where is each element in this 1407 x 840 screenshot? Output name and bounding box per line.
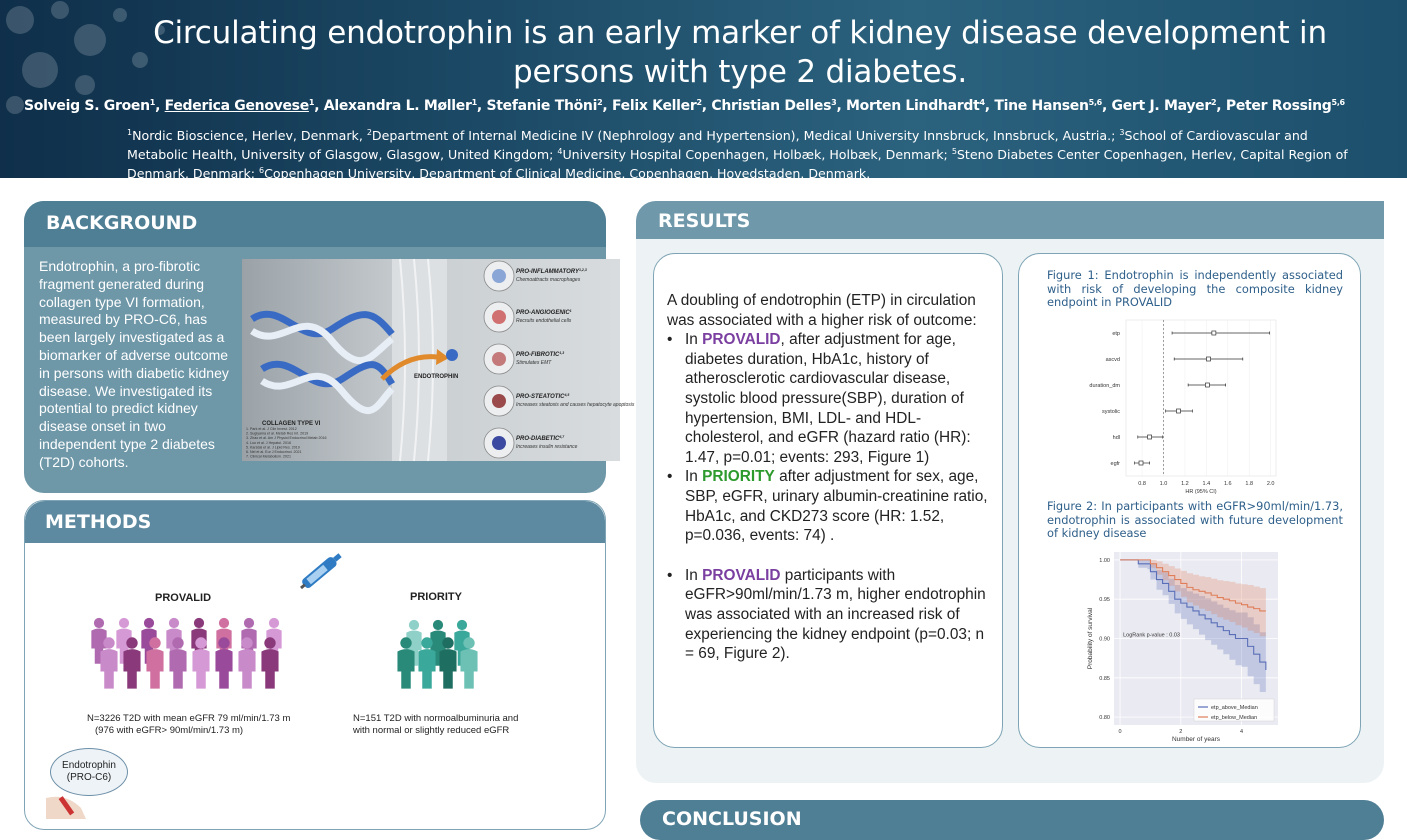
author-name-text: Gert J. Mayer — [1111, 98, 1211, 114]
forest-point — [1205, 383, 1209, 387]
forest-point — [1207, 357, 1211, 361]
figure-1-forest-plot — [1076, 316, 1286, 496]
effect-cell-icon — [492, 310, 506, 324]
figure-2-caption: Figure 2: In participants with eGFR>90ml/min/1.73, endotrophin is associated with future development of kidney disease — [1047, 499, 1343, 540]
author-sup: 2 — [597, 98, 603, 107]
reference-item: 7. Clinical Metabolism. 2021 — [246, 454, 291, 459]
forest-point — [1148, 435, 1152, 439]
bullet-cohort: PROVALID — [702, 566, 781, 584]
effect-desc: Increases insulin resistance — [516, 444, 578, 450]
author-sup: 1 — [149, 98, 156, 107]
forest-category-label: duration_dm — [1089, 383, 1120, 389]
x-tick-label: 0 — [1118, 729, 1122, 735]
endotrophin-molecule-icon — [446, 349, 458, 361]
effect-cell-icon — [492, 394, 506, 408]
x-tick-label: 1.8 — [1245, 481, 1254, 487]
bullet-cohort: PROVALID — [702, 331, 781, 349]
title-line-2: persons with type 2 diabetes. — [512, 54, 968, 90]
legend-label: etp_below_Median — [1211, 715, 1258, 721]
endotrophin-label: ENDOTROPHIN — [414, 374, 459, 380]
affiliation-sup: 2 — [366, 128, 372, 137]
blood-sample-icon — [46, 788, 96, 819]
result-bullet — [667, 467, 997, 545]
author-sup: 2 — [696, 98, 702, 107]
y-tick-label: 0.80 — [1099, 715, 1110, 722]
bullet-text: after adjustment for sex, age, SBP, eGFR, urinary albumin-creatinine ratio, HbA1c, and CKD273 score (HR: 1.52, p=0.036, events: 74) . — [685, 468, 988, 545]
figure-1-caption: Figure 1: Endotrophin is independently associated with risk of developing the composite kidney endpoint in PROVALID — [1047, 268, 1343, 309]
forest-point — [1139, 461, 1143, 465]
author-name-text: Stefanie Thöni — [486, 98, 598, 114]
endotrophin-bubble-line-2: (PRO-C6) — [66, 772, 112, 783]
provalid-note-line-2: (976 with eGFR> 90ml/min/1.73 m) — [95, 725, 244, 736]
priority-note-line-1: N=151 T2D with normoalbuminuria and — [353, 713, 519, 724]
x-tick-label: 1.4 — [1202, 481, 1211, 487]
x-tick-label: 1.0 — [1159, 481, 1168, 487]
effect-sup: 1,3 — [559, 351, 565, 355]
affiliation-sup: 4 — [557, 147, 563, 156]
poster-header — [0, 0, 1407, 181]
author-name-text: Alexandra L. Møller — [323, 98, 472, 114]
author-list: Solveig S. Groen$^1$, Federica Genovese$^1$, Alexandra L. Møller$^1$, Stefanie Thöni$^2$, Felix Keller$^2$, Christian Delles$^3$, Morten Lindhardt$^4$, Tine Hansen$^{5,6}$, Gert J. Mayer$^2$, Peter Rossing$^{5,6}$ — [24, 98, 1345, 114]
results-intro: A doubling of endotrophin (ETP) in circulation was associated with a higher risk of outcome: — [667, 292, 977, 329]
bullet-cohort: PRIORITY — [702, 468, 775, 486]
author-sup: 5,6 — [1088, 98, 1102, 107]
author-name-text: Federica Genovese — [164, 98, 309, 114]
author-name-text: Tine Hansen — [994, 98, 1089, 114]
bullet-lead: In — [685, 468, 703, 486]
author-sup: 1 — [471, 98, 477, 107]
chart-legend — [1194, 699, 1274, 721]
forest-category-label: systolic — [1101, 409, 1120, 415]
author-name-text: Peter Rossing — [1225, 98, 1332, 114]
effect-desc: Chemoattracts macrophages — [516, 277, 581, 283]
bullet-lead: In — [685, 566, 703, 584]
priority-note — [353, 713, 563, 737]
author-sup: 1 — [308, 98, 315, 107]
y-tick-label: 0.95 — [1099, 597, 1110, 604]
x-tick-label: 2.0 — [1266, 481, 1275, 487]
bullet-text: participants with eGFR>90ml/min/1.73 m, higher endotrophin was associated with an increased risk of experiencing the kidney endpoint (p=0.03; n = 69, Figure 2). — [685, 566, 986, 663]
author-name — [324, 98, 477, 114]
y-tick-label: 1.00 — [1099, 557, 1110, 564]
forest-category-label: egfr — [1110, 461, 1120, 467]
x-tick-label: 1.2 — [1181, 481, 1189, 487]
affiliation-sup: 6 — [259, 166, 265, 175]
methods-title: METHODS — [45, 511, 152, 533]
conclusion-panel — [640, 800, 1384, 840]
result-bullet — [667, 330, 997, 467]
author-name — [24, 98, 155, 114]
x-axis-label: Number of years — [1171, 736, 1221, 743]
effect-sup: 1,2,3 — [579, 268, 587, 272]
x-axis-label: HR (95% CI) — [1185, 489, 1217, 495]
results-text — [667, 291, 997, 664]
author-name — [994, 98, 1102, 114]
affiliation-sup: 5 — [951, 147, 957, 156]
author-name — [1112, 98, 1217, 114]
conclusion-title: CONCLUSION — [662, 808, 802, 830]
forest-category-label: ascvd — [1105, 357, 1120, 363]
effect-cell-icon — [492, 352, 506, 366]
title-line-1: Circulating endotrophin is an early marker of kidney disease development in — [153, 15, 1327, 51]
effect-title: PRO-INFLAMMATORY$^{1,2,3}$ — [516, 268, 587, 275]
reference-item: 2. Sugiyama et al. Metab Res Int. 2019 — [246, 431, 309, 436]
affiliation-text: Nordic Bioscience, Herlev, Denmark, — [132, 128, 367, 143]
forest-point — [1212, 331, 1216, 335]
y-tick-label: 0.90 — [1099, 636, 1110, 643]
reference-item: 4. Luo et al. J Hepatol. 2016 — [246, 440, 291, 445]
reference-item: 5. Karsdal et al. J Lipid Res. 2019 — [246, 445, 300, 450]
results-bullets — [667, 330, 997, 664]
legend-label: etp_above_Median — [1211, 705, 1258, 711]
author-name-text: Felix Keller — [611, 98, 697, 114]
author-sup: 2 — [1210, 98, 1217, 107]
affiliation-text: Copenhagen University, Department of Clinical Medicine, Copenhagen, Hovedstaden, Denmark. — [264, 166, 871, 181]
plot-area — [1126, 320, 1276, 476]
background-title: BACKGROUND — [46, 212, 198, 234]
injection-pen-icon — [295, 545, 350, 597]
affiliation-sup: 3 — [1119, 128, 1125, 137]
effect-sup: 6,7 — [559, 435, 565, 439]
poster-title — [80, 14, 1400, 92]
reference-item: 1. Park et al. J Clin Invest. 2012 — [246, 427, 297, 431]
effect-desc: Increases steatosis and causes hepatocyte apoptosis — [516, 402, 635, 408]
affiliation-text: School of Cardiovascular and Metabolic Health, University of Glasgow, Glasgow, United Kingdom; — [127, 128, 1308, 162]
affiliation-text: Department of Internal Medicine IV (Nephrology and Hypertension), Medical University Innsbruck, Innsbruck, Austria.; — [371, 128, 1120, 143]
result-bullet — [667, 566, 997, 664]
bullet-lead: In — [685, 331, 703, 349]
forest-category-label: etp — [1112, 331, 1120, 337]
figure-2-km-plot — [1082, 550, 1284, 745]
effect-title: PRO-ANGIOGENIC$^1$ — [516, 309, 572, 316]
priority-note-line-2: with normal or slightly reduced eGFR — [353, 725, 510, 736]
author-name-text: Morten Lindhardt — [846, 98, 980, 114]
author-sup: 4 — [979, 98, 985, 107]
x-tick-label: 1.6 — [1223, 481, 1232, 487]
logrank-annotation: LogRank p-value : 0.03 — [1123, 632, 1180, 639]
effect-sup: 4,5 — [564, 393, 570, 397]
provalid-label: PROVALID — [155, 592, 212, 604]
affiliation-text: Steno Diabetes Center Copenhagen, Herlev, Capital Region of Denmark, Denmark; — [127, 147, 1348, 181]
author-name-text: Solveig S. Groen — [24, 98, 150, 114]
x-tick-label: 4 — [1240, 729, 1244, 735]
effect-desc: Recruits endothelial cells — [516, 318, 572, 324]
priority-label: PRIORITY — [410, 591, 462, 603]
effect-sup: 1 — [569, 309, 572, 313]
x-tick-label: 2 — [1179, 729, 1183, 735]
collagen-label: COLLAGEN TYPE VI — [262, 421, 321, 427]
provalid-cohort-icon — [85, 615, 290, 705]
endotrophin-illustration — [242, 259, 635, 461]
author-sup: 5,6 — [1331, 98, 1345, 107]
author-name — [846, 98, 985, 114]
endotrophin-bubble-line-1: Endotrophin — [62, 760, 116, 771]
affiliation-text: University Hospital Copenhagen, Holbæk, Holbæk, Denmark; — [562, 147, 952, 162]
author-name — [612, 98, 702, 114]
effect-title: PRO-DIABETIC$^{6,7}$ — [516, 435, 565, 442]
affiliation-sup: 1 — [127, 128, 133, 137]
affiliations — [127, 125, 1357, 182]
endotrophin-figure — [242, 259, 635, 461]
y-tick-label: 0.85 — [1099, 675, 1110, 682]
author-name — [711, 98, 836, 114]
background-text: Endotrophin, a pro-fibrotic fragment generated during collagen type VI formation, measured by PRO-C6, has been largely investigated as a biomarker of adverse outcome in persons with diabetic kidney disease. We investigated its potential to predict kidney disease onset in two independent type 2 diabetes (T2D) cohorts. — [39, 258, 229, 470]
author-name — [1226, 98, 1345, 114]
effect-title: PRO-STEATOTIC$^{4,5}$ — [516, 393, 570, 400]
reference-item: 6. Nel et al. Eur J Endocrinol. 2021 — [246, 450, 302, 454]
forest-point — [1177, 409, 1181, 413]
provalid-note-line-1: N=3226 T2D with mean eGFR 79 ml/min/1.73 m — [87, 713, 291, 724]
x-tick-label: 0.8 — [1138, 481, 1146, 487]
author-name-text: Christian Delles — [711, 98, 832, 114]
reference-item: 3. Zhao et al. Am J Physiol Endocrinol Metab 2016 — [246, 436, 327, 441]
bullet-text: , after adjustment for age, diabetes duration, HbA1c, history of atherosclerotic cardiovascular disease, systolic blood pressure(SBP), duration of hypertension, BMI, LDL- and HDL-cholesterol, and eGFR (hazard ratio (HR): 1.47, p=0.01; events: 293, Figure 1) — [685, 331, 971, 466]
effect-title: PRO-FIBROTIC$^{1,3}$ — [516, 351, 565, 358]
author-name — [486, 98, 602, 114]
author-sup: 3 — [831, 98, 837, 107]
author-name — [165, 98, 315, 114]
effect-cell-icon — [492, 436, 506, 450]
results-title: RESULTS — [658, 210, 751, 232]
effect-desc: Stimulates EMT — [516, 360, 552, 366]
priority-cohort-icon — [396, 617, 480, 701]
provalid-note — [87, 713, 347, 737]
effect-cell-icon — [492, 269, 506, 283]
forest-category-label: hdl — [1112, 435, 1120, 441]
y-axis-label: Probability of survival — [1087, 607, 1094, 670]
